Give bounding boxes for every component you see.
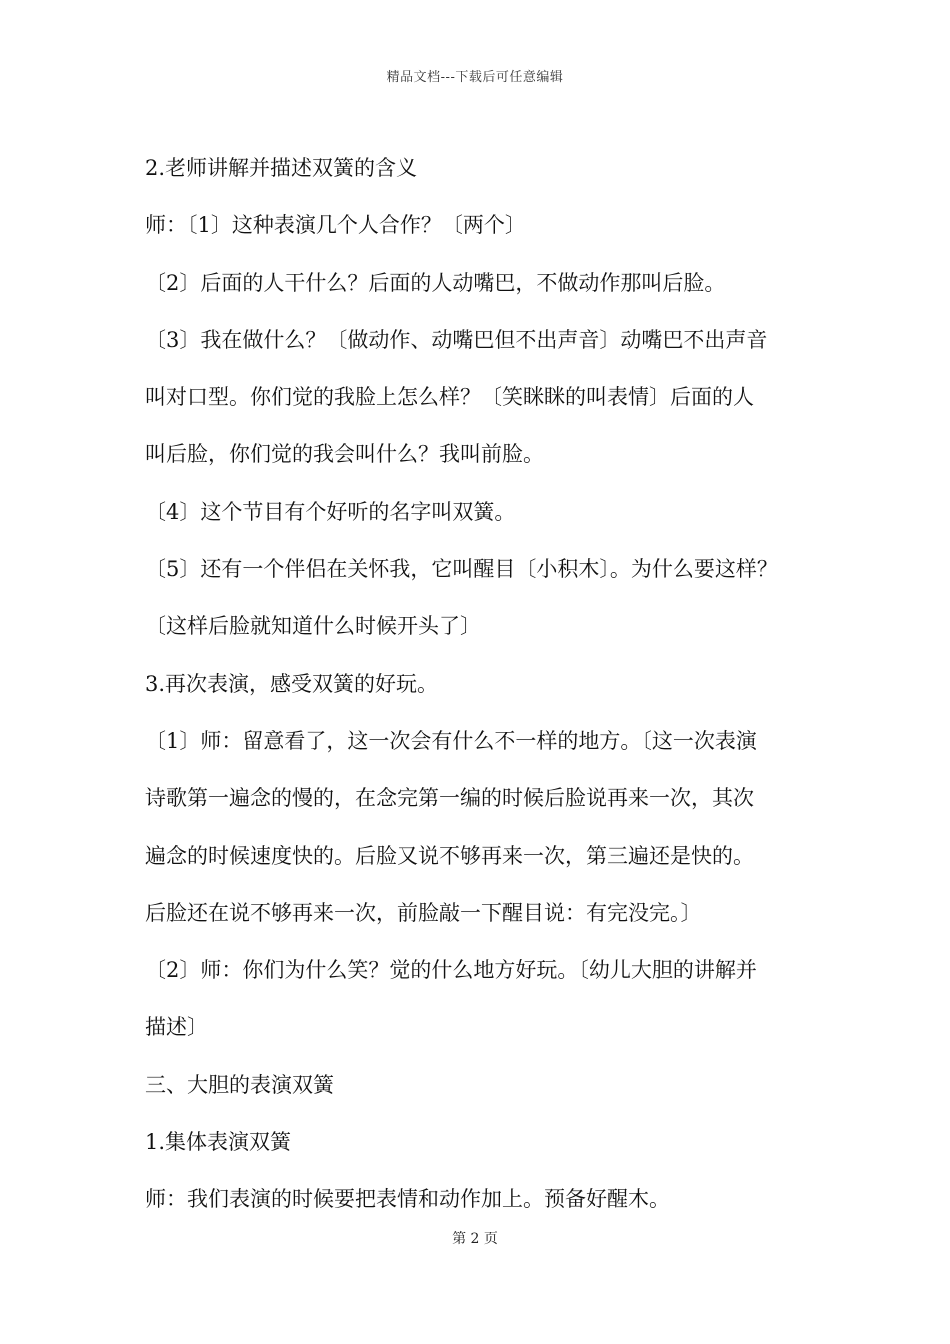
paragraph-line: 叫后脸，你们觉的我会叫什么？我叫前脸。 xyxy=(145,442,544,467)
page-header: 精品文档---下载后可任意编辑 xyxy=(386,70,564,85)
paragraph-line: 〔5〕还有一个伴侣在关怀我，它叫醒目〔小积木〕。为什么要这样？ xyxy=(145,557,778,582)
subsection-heading: 1.集体表演双簧 xyxy=(145,1130,292,1155)
paragraph-line: 3.再次表演，感受双簧的好玩。 xyxy=(145,671,439,696)
paragraph-line: 师：我们表演的时候要把表情和动作加上。预备好醒木。 xyxy=(145,1187,670,1212)
paragraph-line: 后脸还在说不够再来一次，前脸敲一下醒目说：有完没完。〕 xyxy=(145,900,702,925)
page-number: 第 2 页 xyxy=(452,1231,498,1247)
paragraph-line: 〔2〕师：你们为什么笑？觉的什么地方好玩。〔幼儿大胆的讲解并 xyxy=(145,958,757,983)
paragraph-line: 描述〕 xyxy=(145,1015,208,1040)
paragraph-line: 2.老师讲解并描述双簧的含义 xyxy=(145,156,418,180)
document-body xyxy=(145,140,835,1229)
section-heading: 三、大胆的表演双簧 xyxy=(145,1072,334,1097)
paragraph-line: 〔3〕我在做什么？〔做动作、动嘴巴但不出声音〕动嘴巴不出声音 xyxy=(145,327,768,352)
paragraph-line: 〔这样后脸就知道什么时候开头了〕 xyxy=(145,614,481,639)
paragraph-line: 遍念的时候速度快的。后脸又说不够再来一次，第三遍还是快的。 xyxy=(145,843,754,868)
paragraph-line: 〔1〕师：留意看了，这一次会有什么不一样的地方。〔这一次表演 xyxy=(145,728,757,753)
paragraph-line: 〔4〕这个节目有个好听的名字叫双簧。 xyxy=(145,499,516,524)
paragraph-line: 叫对口型。你们觉的我脸上怎么样？〔笑眯眯的叫表情〕后面的人 xyxy=(145,385,754,410)
paragraph-line: 诗歌第一遍念的慢的，在念完第一编的时候后脸说再来一次，其次 xyxy=(145,786,754,811)
paragraph-line: 〔2〕后面的人干什么？后面的人动嘴巴，不做动作那叫后脸。 xyxy=(145,270,726,295)
paragraph-line: 师：〔1〕这种表演几个人合作？〔两个〕 xyxy=(145,213,526,238)
